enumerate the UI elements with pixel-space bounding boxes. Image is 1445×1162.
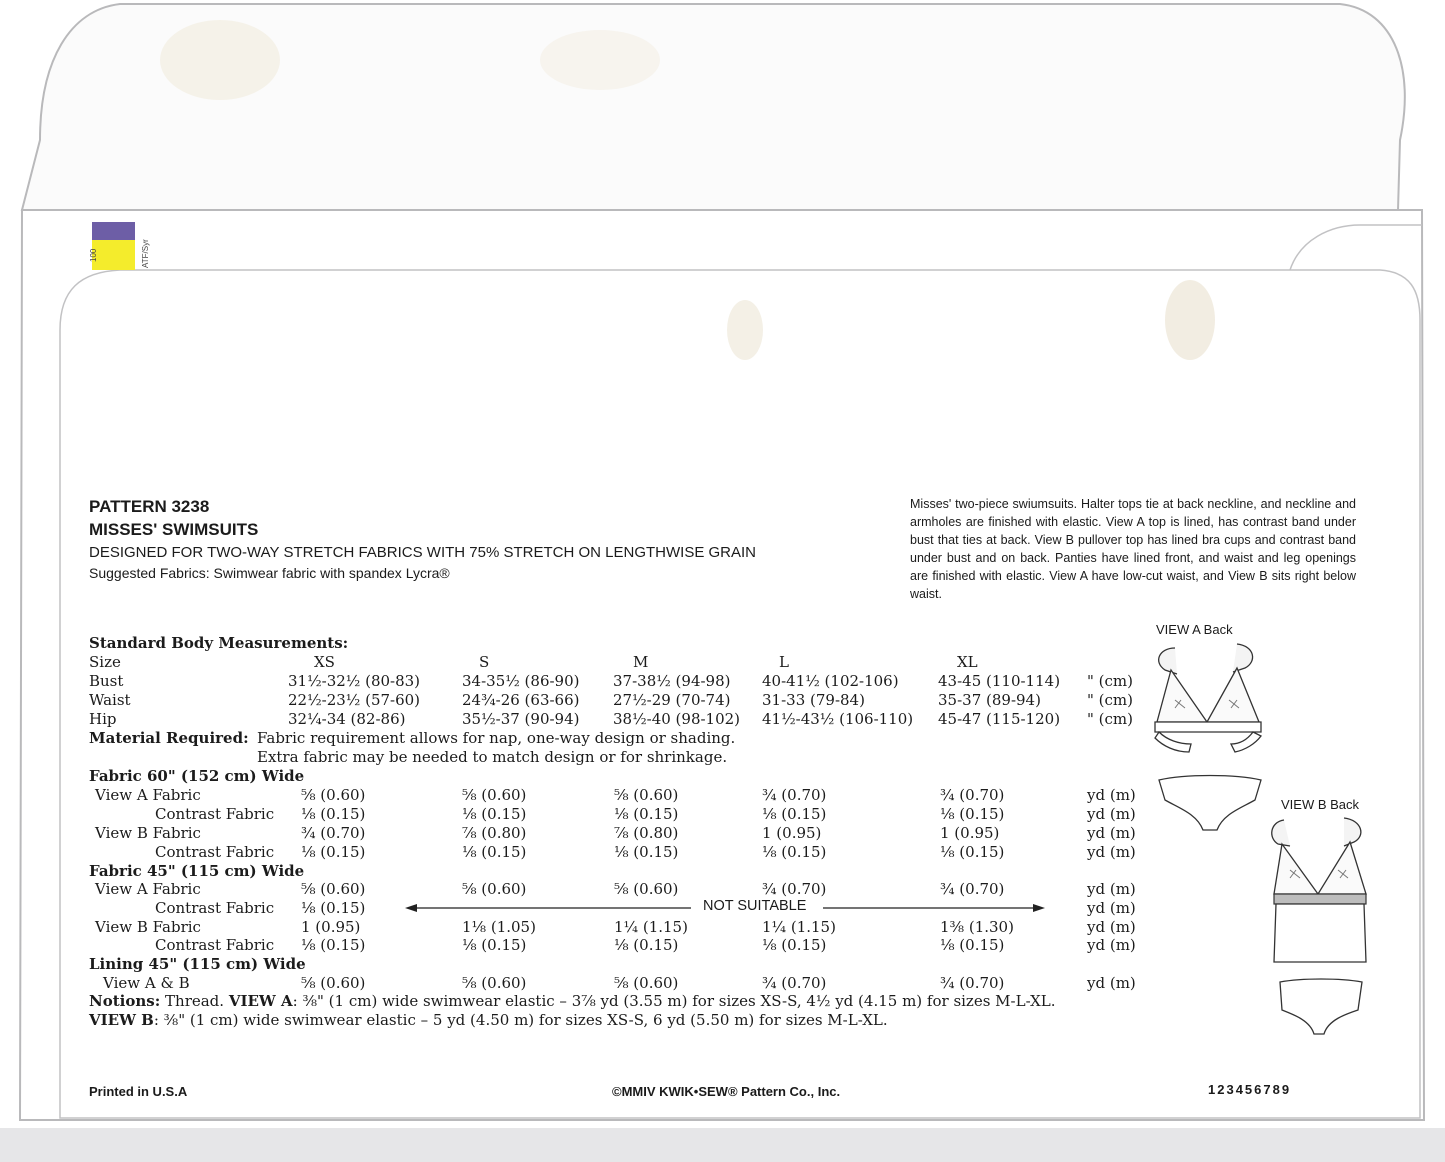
row-label: Waist [89, 691, 131, 709]
unit: " (cm) [1087, 672, 1133, 690]
cell: 43-45 (110-114) [938, 672, 1061, 690]
cell: 31½-32½ (80-83) [288, 672, 421, 690]
view-b-illustration [1262, 814, 1382, 1044]
stain [727, 300, 763, 360]
cell: 27½-29 (70-74) [613, 691, 731, 709]
cell: ¾ (0.70) [940, 786, 1005, 804]
notions-view-a-text: : ⅜" (1 cm) wide swimwear elastic – 3⅞ yd (3.55 m) for sizes XS-S, 4½ yd (4.15 m) for sizes M-L-XL. [292, 992, 1056, 1010]
size-label: Size [89, 653, 121, 671]
cell: 41½-43½ (106-110) [762, 710, 914, 728]
scan-edge [0, 1128, 1445, 1162]
unit: yd (m) [1087, 918, 1136, 936]
row-label: View B Fabric [95, 824, 201, 842]
material-line1: Fabric requirement allows for nap, one-way design or shading. [257, 729, 736, 747]
cell: ¾ (0.70) [762, 786, 827, 804]
cell: 35½-37 (90-94) [462, 710, 580, 728]
stain [1165, 280, 1215, 360]
cell: ⅛ (0.15) [940, 936, 1005, 954]
cell: ⅝ (0.60) [462, 880, 527, 898]
size-m: M [633, 653, 649, 671]
cell: ⅝ (0.60) [462, 974, 527, 992]
cell: ⅝ (0.60) [614, 786, 679, 804]
cell: ⅝ (0.60) [301, 786, 366, 804]
cell: ⅝ (0.60) [614, 880, 679, 898]
cell: ⅛ (0.15) [940, 805, 1005, 823]
cell: ⅛ (0.15) [614, 805, 679, 823]
measurements-heading: Standard Body Measurements: [89, 634, 349, 652]
notions-view-b-label: VIEW B [89, 1011, 154, 1029]
cell: 1 (0.95) [301, 918, 361, 936]
view-a-illustration [1145, 640, 1275, 835]
cup-right [1207, 668, 1259, 722]
size-l: L [779, 653, 789, 671]
unit: " (cm) [1087, 691, 1133, 709]
row-label: Contrast Fabric [155, 843, 275, 861]
unit: yd (m) [1087, 880, 1136, 898]
row-label: View B Fabric [95, 918, 201, 936]
notions-thread: Thread. [165, 992, 225, 1010]
cell: 37-38½ (94-98) [613, 672, 731, 690]
cup-left [1157, 670, 1207, 722]
strap-right [1233, 644, 1253, 672]
cell: 24¾-26 (63-66) [462, 691, 580, 709]
row-label: View A Fabric [95, 880, 201, 898]
cell: ⅝ (0.60) [301, 974, 366, 992]
unit: " (cm) [1087, 710, 1133, 728]
material-line2: Extra fabric may be needed to match design or for shrinkage. [257, 748, 728, 766]
size-xs: XS [314, 653, 335, 671]
stain [540, 30, 660, 90]
cell: 1⅜ (1.30) [940, 918, 1014, 936]
cell: ¾ (0.70) [301, 824, 366, 842]
cell: 32¼-34 (82-86) [288, 710, 406, 728]
notions-view-b-text: : ⅜" (1 cm) wide swimwear elastic – 5 yd (4.50 m) for sizes XS-S, 6 yd (5.50 m) for sizes M-L-XL. [153, 1011, 888, 1029]
cell: 22½-23½ (57-60) [288, 691, 421, 709]
panties-a [1159, 776, 1261, 831]
view-b-caption: VIEW B Back [1281, 797, 1360, 812]
row-label: Contrast Fabric [155, 899, 275, 917]
unit: yd (m) [1087, 936, 1136, 954]
cell: 35-37 (89-94) [938, 691, 1041, 709]
reg-mark-number: 100 [89, 248, 98, 262]
row-label: Hip [89, 710, 117, 728]
band [1155, 722, 1261, 732]
cell: 1⅛ (1.05) [462, 918, 536, 936]
unit: yd (m) [1087, 843, 1136, 861]
cell: ¾ (0.70) [762, 974, 827, 992]
cell: ¾ (0.70) [940, 880, 1005, 898]
strap-left [1272, 820, 1290, 846]
row-label: View A & B [103, 974, 190, 992]
unit: yd (m) [1087, 974, 1136, 992]
printed-in: Printed in U.S.A [89, 1084, 188, 1099]
not-suitable-label: NOT SUITABLE [703, 898, 807, 914]
cell: ⅞ (0.80) [462, 824, 527, 842]
view-a-caption: VIEW A Back [1156, 622, 1233, 637]
strap-left [1159, 648, 1177, 674]
cell: ⅛ (0.15) [940, 843, 1005, 861]
notions-view-a-label: VIEW A [228, 992, 293, 1010]
cell: 31-33 (79-84) [762, 691, 865, 709]
notions-line1 [89, 992, 1056, 1010]
cell: ⅝ (0.60) [462, 786, 527, 804]
cell: ⅛ (0.15) [614, 843, 679, 861]
reg-mark-text: ATF/Syr [141, 239, 150, 268]
lining-heading: Lining 45" (115 cm) Wide [89, 955, 306, 973]
notions-label: Notions: [89, 992, 161, 1010]
unit: yd (m) [1087, 899, 1136, 917]
top-body [1274, 904, 1366, 962]
size-s: S [479, 653, 490, 671]
cell: ⅛ (0.15) [762, 843, 827, 861]
pattern-title: MISSES' SWIMSUITS [89, 520, 259, 539]
cell: 38½-40 (98-102) [613, 710, 741, 728]
cell: ⅞ (0.80) [614, 824, 679, 842]
fabric60-heading: Fabric 60" (152 cm) Wide [89, 767, 305, 785]
cup-right [1318, 842, 1366, 894]
cell: ⅛ (0.15) [614, 936, 679, 954]
tie-right [1231, 732, 1261, 752]
cell: 40-41½ (102-106) [762, 672, 899, 690]
cell: ⅛ (0.15) [301, 936, 366, 954]
cell: ⅛ (0.15) [762, 936, 827, 954]
fabric45-heading: Fabric 45" (115 cm) Wide [89, 862, 305, 880]
description: Misses' two-piece swiumsuits. Halter tops tie at back neckline, and neckline and armholes are finished with elastic. View A top is lined, has contrast band under bust that ties at back. View B pullover top has lined bra cups and contrast band under bust and on back. Panties have lined front, and waist and leg openings are finished with elastic. View A have low-cut waist, and View B sits right below waist. [910, 497, 1356, 601]
stain [160, 20, 280, 100]
contrast-band [1274, 894, 1366, 904]
cup-left [1274, 844, 1318, 894]
copyright: ©MMIV KWIK•SEW® Pattern Co., Inc. [612, 1084, 841, 1099]
material-label: Material Required: [89, 729, 249, 747]
print-code: 123456789 [1208, 1082, 1292, 1097]
unit: yd (m) [1087, 786, 1136, 804]
cell: ⅛ (0.15) [301, 899, 366, 917]
unit: yd (m) [1087, 824, 1136, 842]
cell: ⅛ (0.15) [462, 805, 527, 823]
cell: 1¼ (1.15) [614, 918, 688, 936]
pattern-number: PATTERN 3238 [89, 497, 210, 516]
row-label: Contrast Fabric [155, 936, 275, 954]
cell: 1¼ (1.15) [762, 918, 836, 936]
notions-line2 [89, 1011, 888, 1029]
cell: 1 (0.95) [762, 824, 822, 842]
strap-right [1344, 818, 1361, 846]
designed-for: DESIGNED FOR TWO-WAY STRETCH FABRICS WITH 75% STRETCH ON LENGTHWISE GRAIN [89, 544, 756, 561]
cell: 1 (0.95) [940, 824, 1000, 842]
row-label: Bust [89, 672, 124, 690]
unit: yd (m) [1087, 805, 1136, 823]
yellow-swatch [92, 240, 135, 270]
panties-b [1280, 979, 1362, 1034]
row-label: View A Fabric [95, 786, 201, 804]
cell: ¾ (0.70) [762, 880, 827, 898]
cell: ⅛ (0.15) [301, 843, 366, 861]
row-label: Contrast Fabric [155, 805, 275, 823]
cell: ⅝ (0.60) [301, 880, 366, 898]
cell: 45-47 (115-120) [938, 710, 1061, 728]
purple-swatch [92, 222, 135, 240]
size-xl: XL [957, 653, 978, 671]
suggested-fabrics: Suggested Fabrics: Swimwear fabric with spandex Lycra® [89, 565, 450, 581]
cell: ¾ (0.70) [940, 974, 1005, 992]
cell: ⅛ (0.15) [462, 843, 527, 861]
cell: ⅛ (0.15) [301, 805, 366, 823]
tie-left [1155, 732, 1191, 752]
cell: ⅛ (0.15) [762, 805, 827, 823]
cell: ⅝ (0.60) [614, 974, 679, 992]
cell: 34-35½ (86-90) [462, 672, 580, 690]
cell: ⅛ (0.15) [462, 936, 527, 954]
